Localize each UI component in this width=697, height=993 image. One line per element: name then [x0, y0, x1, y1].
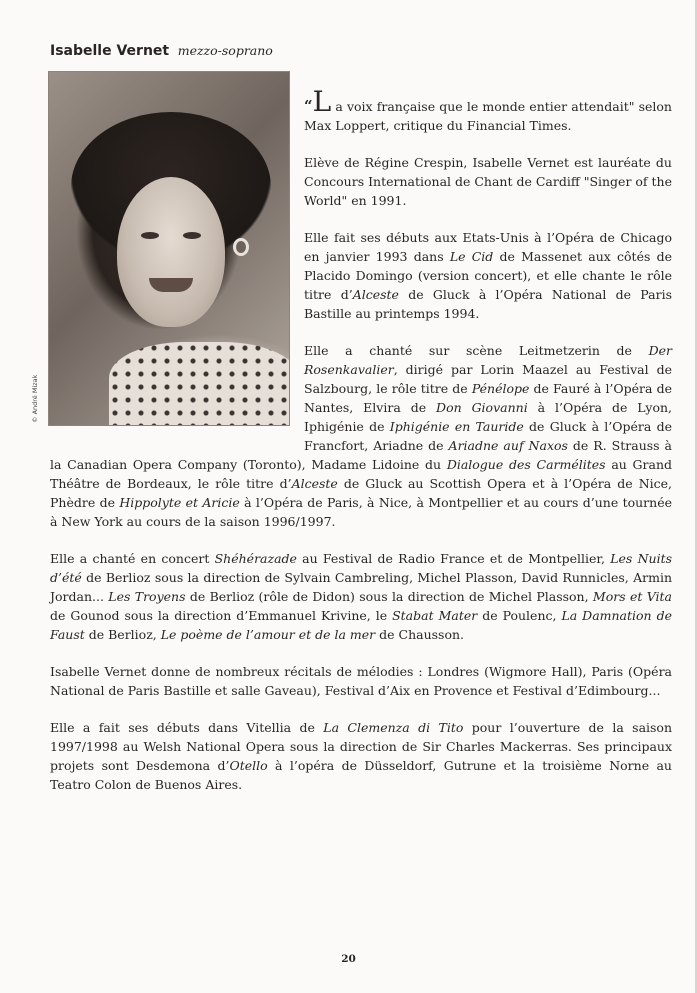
work-title: Alceste [291, 476, 338, 491]
work-title: Ariadne auf Naxos [448, 438, 568, 453]
text-run: de Fauré à l’Opéra de Nantes, Elvira de [304, 381, 672, 415]
text-run: au Festival de Radio France et de Montpellier, [296, 551, 611, 566]
work-title: Alceste [352, 287, 399, 302]
text-run: Elle a fait ses débuts dans Vitellia de [50, 720, 324, 735]
text-run: Elle a chanté en concert [50, 551, 215, 566]
text-run: Elle fait ses débuts aux Etats-Unis à l’Opéra de Chicago en janvier 1993 dans [304, 230, 672, 264]
text-run: de Berlioz, [84, 627, 161, 642]
text-run: de Berlioz (rôle de Didon) sous la direction de Michel Plasson, [185, 589, 593, 604]
paragraph-projects [50, 718, 672, 794]
text-run: de Gluck à l’Opéra de Francfort, Ariadne de [304, 419, 672, 453]
work-title: Dialogue des Carmélites [446, 457, 606, 472]
artist-role: mezzo-soprano [177, 43, 273, 58]
work-title: La Damnation de Faust [50, 608, 672, 642]
text-run: de R. Strauss à la Canadian Opera Company (Toronto), Madame Lidoine du [50, 438, 673, 472]
text-run: à l’Opéra de Paris, à Nice, à Montpellier et au cours d’une tournée à New York au cours de la saison 1996/1997. [50, 495, 672, 529]
text-run: de Poulenc, [477, 608, 562, 623]
work-title: La Clemenza di Tito [323, 720, 464, 735]
text-run: de Gounod sous la direction d’Emmanuel Krivine, le [50, 608, 393, 623]
work-title: Iphigénie en Tauride [389, 419, 524, 434]
work-title: Stabat Mater [392, 608, 478, 623]
open-quote: “ [304, 97, 313, 115]
quote-text: a voix française que le monde entier attendait" selon Max Loppert, critique du Financial Times. [304, 99, 672, 133]
text-run: au Grand Théâtre de Bordeaux, le rôle titre d’ [50, 457, 673, 491]
work-title: Pénélope [471, 381, 530, 396]
paragraph-recitals: Isabelle Vernet donne de nombreux récitals de mélodies : Londres (Wigmore Hall), Paris (Opéra National de Paris Bastille et salle Gaveau), Festival d’Aix en Provence et Festival d’Edimbourg... [50, 664, 672, 698]
photo-credit: © André Mizak [31, 374, 39, 423]
work-title: Les Troyens [108, 589, 186, 604]
text-run: de Chausson. [375, 627, 464, 642]
text-run: de Gluck au Scottish Opera et à l’Opéra de Nice, Phèdre de [50, 476, 673, 510]
text-run: de Massenet aux côtés de Placido Domingo (version concert), et elle chante le rôle titre d’ [304, 249, 672, 302]
work-title: Don Giovanni [436, 400, 528, 415]
text-run: de Gluck à l’Opéra National de Paris Bastille au printemps 1994. [304, 287, 672, 321]
artist-name: Isabelle Vernet [50, 43, 170, 59]
paragraph-concerts [50, 549, 672, 644]
text-run: pour l’ouverture de la saison 1997/1998 au Welsh National Opera sous la direction de Sir Charles Mackerras. Ses principaux projets sont Desdemona d’ [50, 720, 673, 773]
photo-wrap-spacer [50, 88, 304, 439]
work-title: Le poème de l’amour et de la mer [160, 627, 376, 642]
work-title: Le Cid [449, 249, 494, 264]
work-title: Mors et Vita [592, 589, 672, 604]
paragraph-training: Elève de Régine Crespin, Isabelle Vernet est lauréate du Concours International de Chant de Cardiff "Singer of the World" en 1991. [304, 155, 672, 208]
work-title: Hippolyte et Aricie [119, 495, 240, 510]
text-run: à l’opéra de Düsseldorf, Gutrune et la troisième Norne au Teatro Colon de Buenos Aires. [50, 758, 672, 792]
page-number: 20 [341, 953, 356, 965]
biography-text [50, 85, 673, 812]
text-run: , dirigé par Lorin Maazel au Festival de Salzbourg, le rôle titre de [304, 362, 672, 396]
work-title: Otello [229, 758, 268, 773]
text-run: Elle a chanté sur scène Leitmetzerin de [304, 343, 649, 358]
drop-cap: L [312, 85, 332, 118]
text-run: de Berlioz sous la direction de Sylvain Cambreling, Michel Plasson, David Runnicles, Armin Jordan... [50, 570, 672, 604]
work-title: Der Rosenkavalier [304, 343, 672, 377]
page-header [50, 43, 273, 59]
text-run: à l’Opéra de Lyon, Iphigénie de [304, 400, 672, 434]
work-title: Shéhérazade [214, 551, 297, 566]
work-title: Les Nuits d’été [50, 551, 673, 585]
